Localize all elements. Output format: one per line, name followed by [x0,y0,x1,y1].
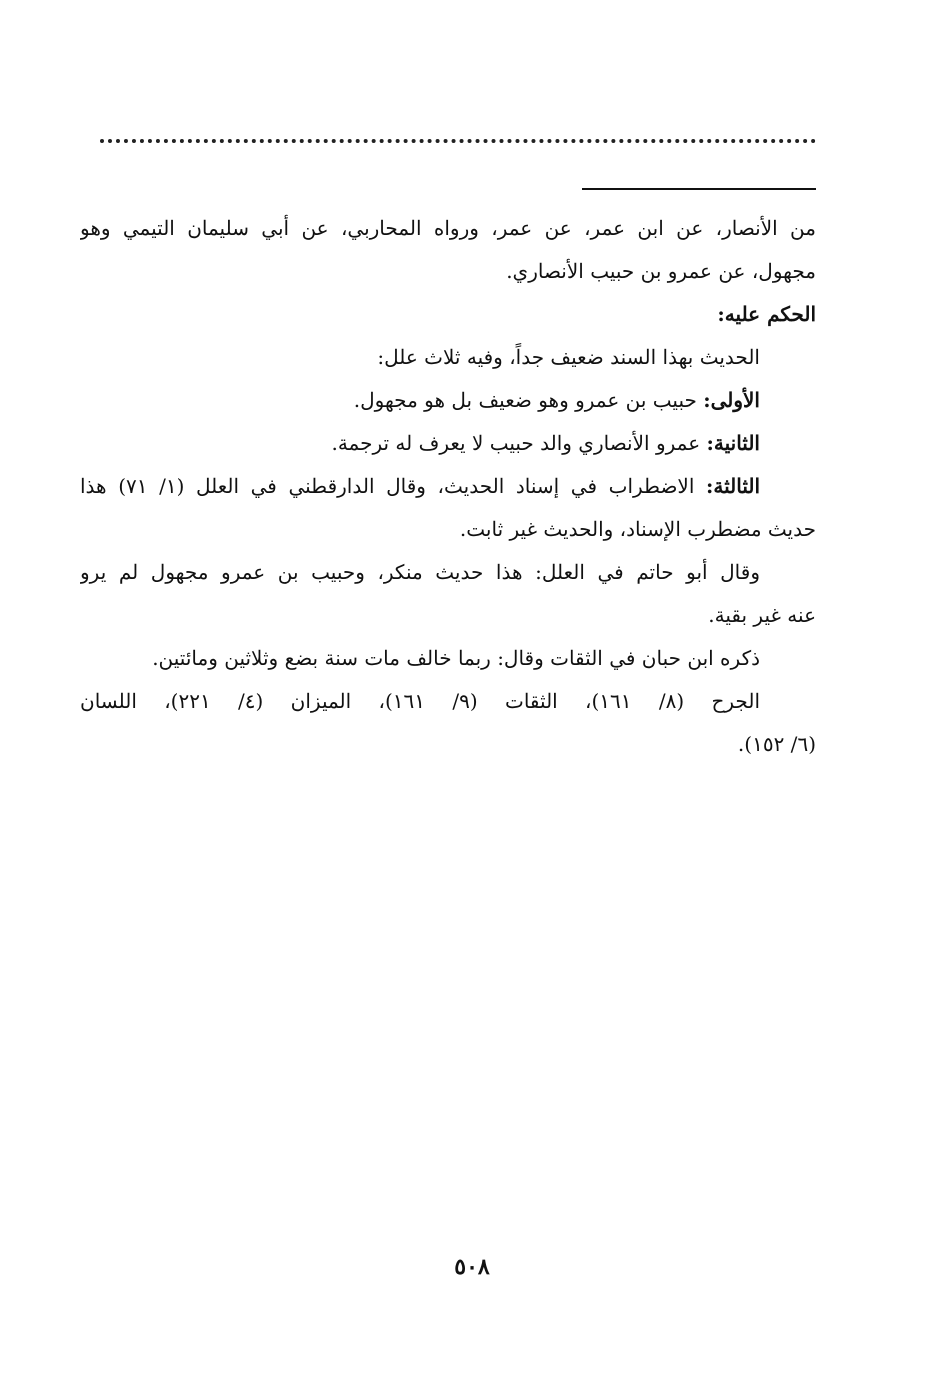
abu-hatim-line-1: وقال أبو حاتم في العلل: هذا حديث منكر، وحبيب بن عمرو مجهول لم يرو [80,560,760,584]
page-number: ٥٠٨ [454,1254,490,1280]
defect-second-text: عمرو الأنصاري والد حبيب لا يعرف له ترجمة. [331,431,707,455]
references-line-1: الجرح (٨/ ١٦١)، الثقات (٩/ ١٦١)، الميزان (٤/ ٢٢١)، اللسان [80,689,760,713]
footnote-rule [582,188,816,190]
defect-third [80,465,816,508]
footnote-text [80,207,816,766]
defect-first-label: الأولى: [703,388,760,412]
ibn-hibban-line: ذكره ابن حبان في الثقات وقال: ربما خالف مات سنة بضع وثلاثين ومائتين. [152,646,760,670]
defect-third-label: الثالثة: [705,474,760,498]
ruling-heading: الحكم عليه: [717,302,816,326]
defect-first-text: حبيب بن عمرو وهو ضعيف بل هو مجهول. [353,388,704,412]
dotted-separator [100,139,816,143]
defect-first [80,379,816,422]
defect-second [80,422,816,465]
footnote-line-1: من الأنصار، عن ابن عمر، عن عمر، ورواه المحاربي، عن أبي سليمان التيمي وهو [80,216,816,240]
defect-third-continued: حديث مضطرب الإسناد، والحديث غير ثابت. [459,517,816,541]
defect-third-text: الاضطراب في إسناد الحديث، وقال الدارقطني في العلل (١/ ٧١) هذا [80,474,706,498]
abu-hatim-line-2: عنه غير بقية. [708,603,816,627]
ruling-intro: الحديث بهذا السند ضعيف جداً، وفيه ثلاث علل: [377,345,760,369]
footnote-line-2: مجهول، عن عمرو بن حبيب الأنصاري. [506,259,816,283]
defect-second-label: الثانية: [706,431,760,455]
references-line-2: (٦/ ١٥٢). [737,732,816,756]
